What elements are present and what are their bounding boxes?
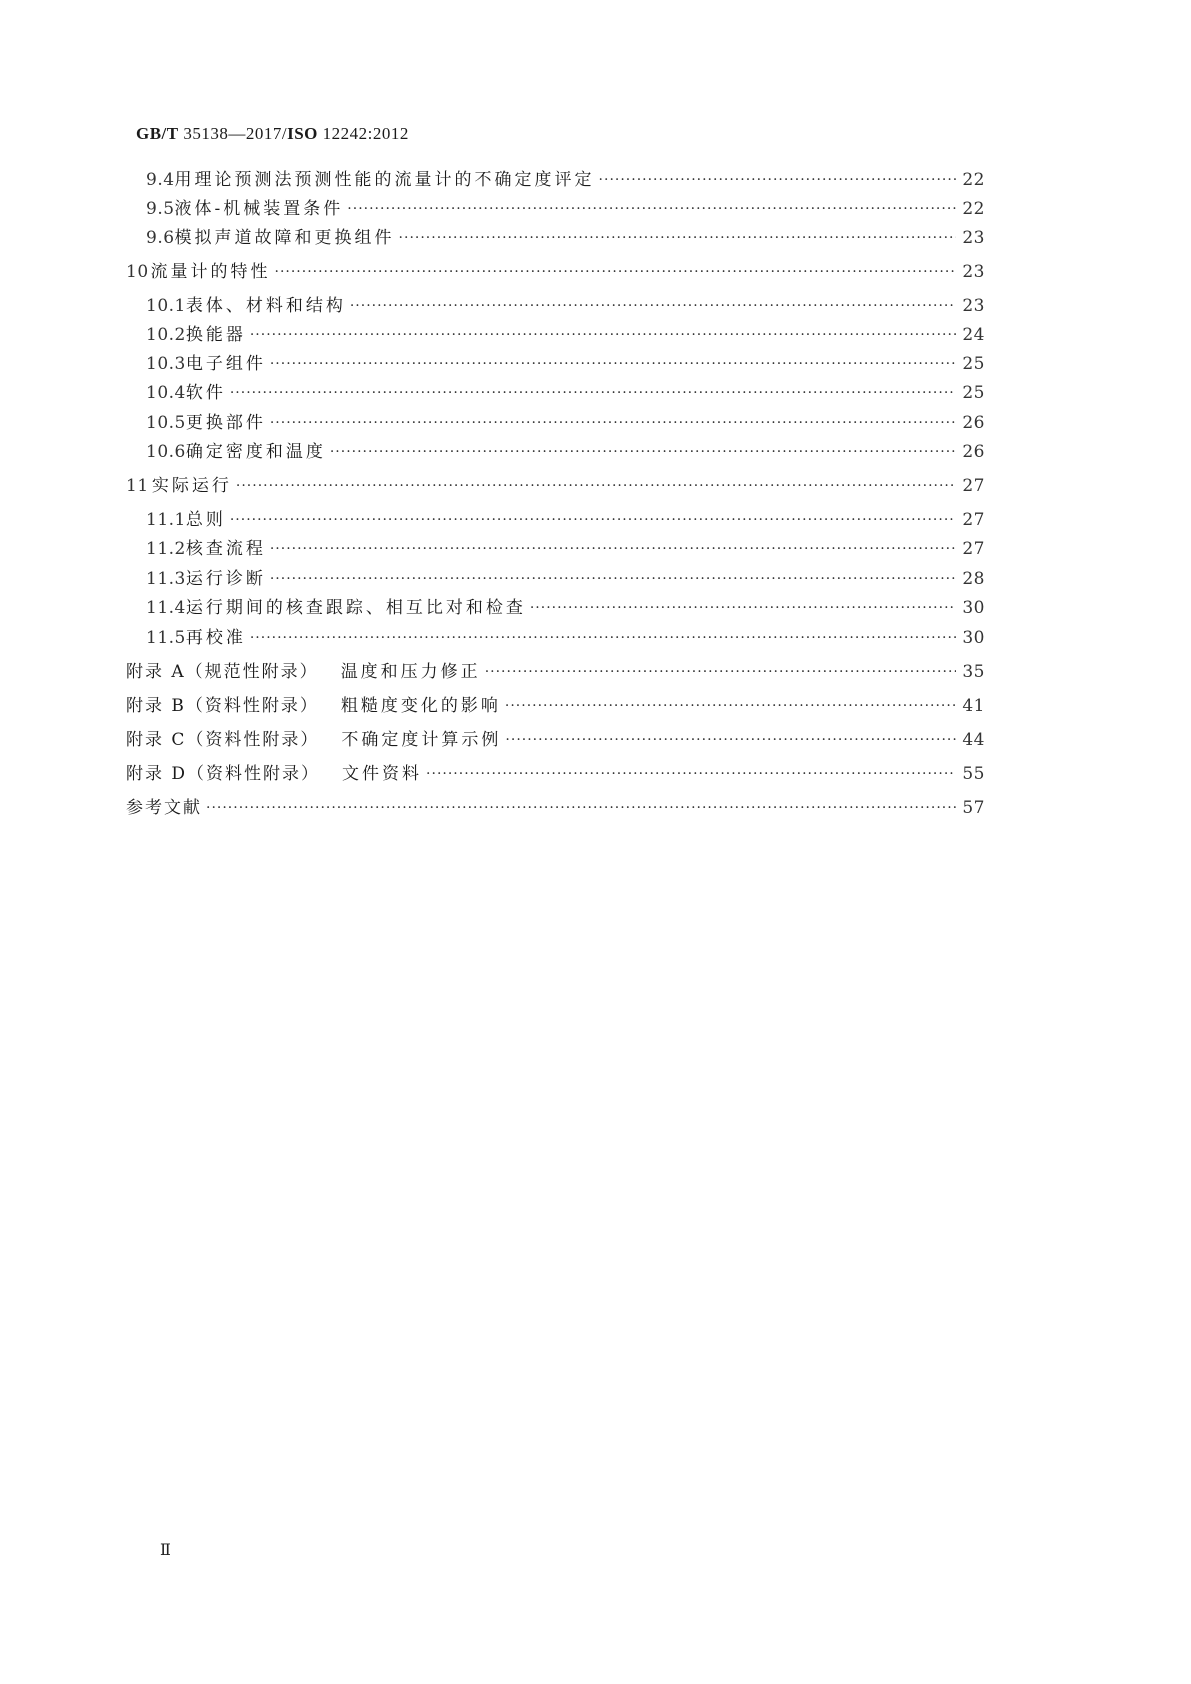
toc-entry-page: 44 bbox=[962, 730, 985, 750]
toc-entry-title: 温度和压力修正 bbox=[340, 662, 481, 682]
page-number-footer: Ⅱ bbox=[160, 1542, 171, 1559]
toc-entry-title: 总则 bbox=[185, 510, 226, 530]
toc-entry-page: 22 bbox=[962, 199, 985, 219]
toc-entry-title: 运行期间的核查跟踪、相互比对和检查 bbox=[185, 598, 526, 618]
toc-entry-number: 10.3 bbox=[146, 354, 186, 374]
toc-entry-number: 10.2 bbox=[146, 325, 186, 345]
toc-dot-leader bbox=[270, 537, 957, 561]
toc-dot-leader bbox=[505, 694, 956, 718]
toc-dot-leader bbox=[250, 626, 957, 650]
toc-entry-number: 附录 B（资料性附录） bbox=[126, 696, 319, 716]
toc-entry-page: 25 bbox=[962, 354, 985, 374]
toc-entry[interactable] bbox=[146, 626, 985, 650]
toc-entry-number: 9.5 bbox=[146, 199, 175, 219]
toc-entry-title: 再校准 bbox=[185, 628, 246, 648]
toc-entry-page: 23 bbox=[962, 262, 985, 282]
toc-entry-title: 用理论预测法预测性能的流量计的不确定度评定 bbox=[174, 170, 595, 190]
standard-code: GB/T bbox=[136, 124, 179, 143]
toc-dot-leader bbox=[236, 474, 956, 498]
toc-entry-page: 27 bbox=[962, 476, 985, 496]
toc-entry-number: 11.3 bbox=[146, 569, 186, 589]
toc-entry[interactable] bbox=[126, 474, 985, 498]
toc-entry-title: 流量计的特性 bbox=[150, 262, 271, 282]
toc-dot-leader bbox=[230, 381, 957, 405]
toc-dot-leader bbox=[250, 323, 957, 347]
standard-number: 35138—2017/ bbox=[178, 124, 288, 143]
toc-entry-page: 27 bbox=[962, 539, 985, 559]
toc-dot-leader bbox=[206, 796, 956, 820]
toc-entry-number: 11.5 bbox=[146, 628, 186, 648]
toc-dot-leader bbox=[330, 440, 957, 464]
toc-entry[interactable] bbox=[126, 260, 985, 284]
iso-code: ISO bbox=[287, 124, 318, 143]
toc-entry-number: 11.4 bbox=[146, 598, 186, 618]
toc-entry[interactable] bbox=[146, 294, 985, 318]
toc-entry-number: 10.1 bbox=[146, 296, 186, 316]
toc-dot-leader bbox=[275, 260, 957, 284]
toc-entry[interactable] bbox=[146, 323, 985, 347]
toc-dot-leader bbox=[270, 411, 957, 435]
toc-entry-page: 26 bbox=[962, 442, 985, 462]
toc-entry-page: 27 bbox=[962, 510, 985, 530]
toc-entry-number: 附录 C（资料性附录） bbox=[126, 730, 320, 750]
toc-entry-title: 表体、材料和结构 bbox=[185, 296, 346, 316]
toc-entry-title: 粗糙度变化的影响 bbox=[340, 696, 501, 716]
toc-entry[interactable] bbox=[126, 728, 985, 752]
toc-entry-number: 10 bbox=[126, 262, 149, 282]
iso-number: 12242:2012 bbox=[317, 124, 409, 143]
toc-entry-title: 不确定度计算示例 bbox=[341, 730, 502, 750]
toc-entry-title: 换能器 bbox=[185, 325, 246, 345]
toc-entry-title: 液体-机械装置条件 bbox=[174, 199, 344, 219]
toc-dot-leader bbox=[350, 294, 957, 318]
toc-entry-title: 确定密度和温度 bbox=[185, 442, 326, 462]
toc-entry-page: 41 bbox=[962, 696, 985, 716]
toc-entry-title: 文件资料 bbox=[342, 764, 423, 784]
toc-dot-leader bbox=[270, 567, 957, 591]
toc-entry[interactable] bbox=[126, 694, 985, 718]
toc-entry-page: 23 bbox=[962, 228, 985, 248]
toc-dot-leader bbox=[399, 226, 957, 250]
toc-entry-page: 30 bbox=[962, 628, 985, 648]
toc-entry-number: 11 bbox=[126, 476, 149, 496]
toc-entry-title: 电子组件 bbox=[185, 354, 266, 374]
toc-dot-leader bbox=[599, 168, 957, 192]
toc-entry-number: 11.2 bbox=[146, 539, 186, 559]
toc-entry-title: 更换部件 bbox=[185, 413, 266, 433]
toc-entry[interactable] bbox=[146, 508, 985, 532]
toc-entry-number: 10.6 bbox=[146, 442, 186, 462]
toc-entry-page: 35 bbox=[962, 662, 985, 682]
document-header bbox=[136, 124, 409, 144]
toc-entry-page: 30 bbox=[962, 598, 985, 618]
toc-entry-number: 11.1 bbox=[146, 510, 186, 530]
toc-dot-leader bbox=[505, 728, 956, 752]
toc-entry-page: 55 bbox=[962, 764, 985, 784]
toc-entry[interactable] bbox=[126, 762, 985, 786]
toc-entry[interactable] bbox=[126, 796, 985, 820]
toc-entry[interactable] bbox=[146, 567, 985, 591]
toc-entry[interactable] bbox=[146, 411, 985, 435]
toc-entry-page: 22 bbox=[962, 170, 985, 190]
toc-dot-leader bbox=[530, 596, 957, 620]
toc-entry[interactable] bbox=[146, 226, 985, 250]
toc-entry-number: 参考文献 bbox=[126, 798, 202, 818]
toc-entry[interactable] bbox=[146, 168, 985, 192]
toc-entry-page: 23 bbox=[962, 296, 985, 316]
toc-entry-title: 实际运行 bbox=[151, 476, 232, 496]
toc-dot-leader bbox=[426, 762, 956, 786]
toc-entry-number: 附录 A（规范性附录） bbox=[126, 662, 319, 682]
toc-entry-number: 9.6 bbox=[146, 228, 175, 248]
toc-entry-page: 26 bbox=[962, 413, 985, 433]
toc-entry[interactable] bbox=[146, 381, 985, 405]
toc-entry[interactable] bbox=[146, 596, 985, 620]
toc-dot-leader bbox=[485, 660, 957, 684]
toc-entry-number: 附录 D（资料性附录） bbox=[126, 764, 321, 784]
toc-entry-title: 运行诊断 bbox=[185, 569, 266, 589]
toc-entry-title: 核查流程 bbox=[185, 539, 266, 559]
toc-entry-title: 模拟声道故障和更换组件 bbox=[174, 228, 395, 248]
toc-entry-number: 9.4 bbox=[146, 170, 175, 190]
toc-entry-page: 28 bbox=[962, 569, 985, 589]
toc-entry-page: 24 bbox=[962, 325, 985, 345]
toc-dot-leader bbox=[347, 197, 956, 221]
toc-dot-leader bbox=[270, 352, 957, 376]
toc-entry[interactable] bbox=[126, 660, 985, 684]
toc-entry[interactable] bbox=[146, 197, 985, 221]
toc-entry-page: 25 bbox=[962, 383, 985, 403]
toc-dot-leader bbox=[230, 508, 957, 532]
toc-entry[interactable] bbox=[146, 352, 985, 376]
toc-entry-number: 10.5 bbox=[146, 413, 186, 433]
toc-entry-number: 10.4 bbox=[146, 383, 186, 403]
toc-entry-page: 57 bbox=[962, 798, 985, 818]
toc-entry[interactable] bbox=[146, 440, 985, 464]
toc-entry-title: 软件 bbox=[185, 383, 226, 403]
toc-entry[interactable] bbox=[146, 537, 985, 561]
